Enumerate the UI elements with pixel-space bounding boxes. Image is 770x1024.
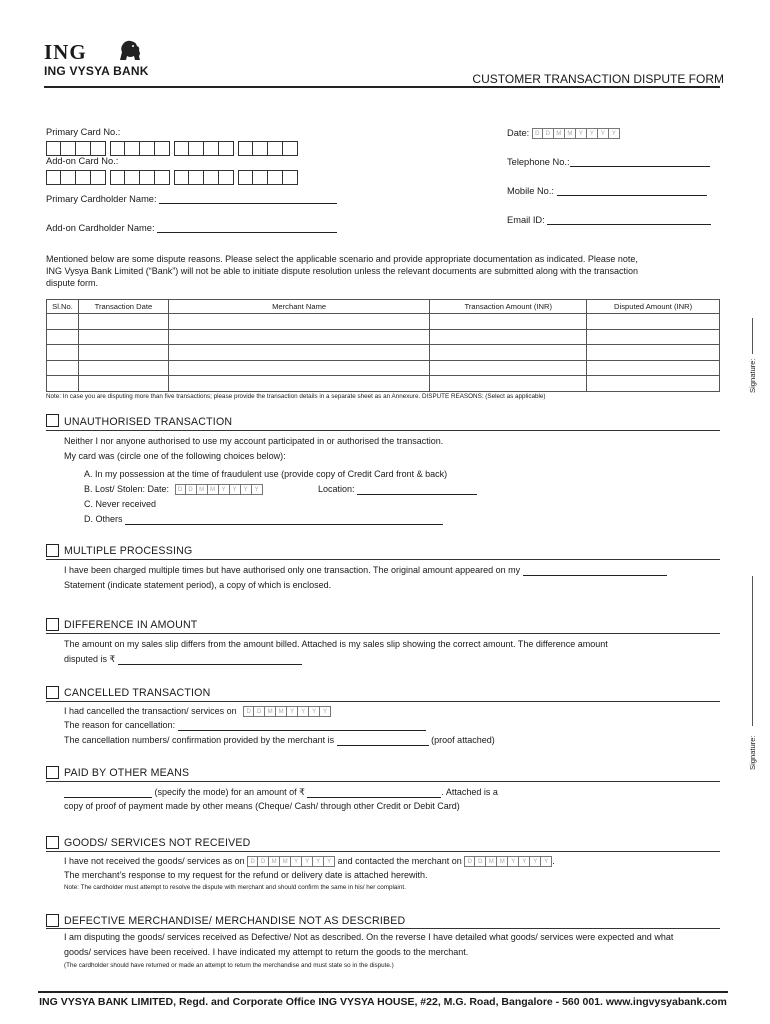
signature-label-top: Signature: bbox=[748, 358, 757, 393]
table-row[interactable] bbox=[47, 329, 720, 345]
lion-logo-icon bbox=[116, 38, 142, 62]
col-sl-no: Sl.No. bbox=[47, 300, 79, 314]
primary-card-number-boxes[interactable] bbox=[46, 141, 302, 156]
other-means-line1: (specify the mode) for an amount of ₹ . Attached is a bbox=[64, 786, 498, 798]
table-row[interactable] bbox=[47, 345, 720, 361]
date-field[interactable] bbox=[507, 128, 620, 139]
addon-holder-label: Add-on Cardholder Name: bbox=[46, 223, 155, 233]
email-label: Email ID: bbox=[507, 215, 545, 225]
defective-note: (The cardholder should have returned or made an attempt to return the merchandise and must state so in the dispute.) bbox=[64, 962, 394, 969]
form-title: CUSTOMER TRANSACTION DISPUTE FORM bbox=[472, 72, 724, 86]
intro-paragraph: Mentioned below are some dispute reasons. Please select the applicable scenario and provide appropriate documentation as indicated. Please note, ING Vysya Bank Limited (“Bank”) will not be able to initiate dispute resolution unless the relevant documents are submitted along with the transaction dispute form. bbox=[46, 254, 638, 288]
location-field[interactable] bbox=[318, 483, 477, 495]
addon-card-label: Add-on Card No.: bbox=[46, 156, 119, 166]
option-b[interactable] bbox=[84, 483, 263, 495]
cancelled-divider bbox=[46, 701, 720, 702]
not-received-checkbox[interactable] bbox=[46, 836, 59, 849]
unauthorised-line1: Neither I nor anyone authorised to use my account participated in or authorised the transaction. bbox=[64, 436, 444, 446]
telephone-field[interactable] bbox=[507, 157, 710, 167]
cancelled-checkbox[interactable] bbox=[46, 686, 59, 699]
lost-date-boxes[interactable]: D D M M Y Y Y Y bbox=[175, 484, 263, 495]
unauthorised-line2: My card was (circle one of the following choices below): bbox=[64, 451, 286, 461]
multiple-processing-checkbox[interactable] bbox=[46, 544, 59, 557]
other-means-line2: copy of proof of payment made by other means (Cheque/ Cash/ through other Credit or Debit Card) bbox=[64, 801, 460, 811]
difference-divider bbox=[46, 633, 720, 634]
primary-holder-label: Primary Cardholder Name: bbox=[46, 194, 157, 204]
table-row[interactable] bbox=[47, 314, 720, 330]
difference-checkbox[interactable] bbox=[46, 618, 59, 631]
signature-label-bottom: Signature: bbox=[748, 735, 757, 770]
option-c[interactable]: C. Never received bbox=[84, 499, 157, 509]
table-header-row bbox=[47, 300, 720, 314]
goods-date-boxes[interactable]: D D M M Y Y Y Y bbox=[247, 856, 335, 867]
bank-name: ING VYSYA BANK bbox=[44, 64, 149, 78]
not-received-note: Note: The cardholder must attempt to resolve the dispute with merchant and should confirm the same in his/ her complaint. bbox=[64, 884, 406, 891]
defective-checkbox[interactable] bbox=[46, 914, 59, 927]
multiple-divider bbox=[46, 559, 720, 560]
email-field[interactable] bbox=[507, 215, 711, 225]
difference-title: DIFFERENCE IN AMOUNT bbox=[64, 619, 198, 631]
addon-card-number-boxes[interactable] bbox=[46, 170, 302, 185]
telephone-label: Telephone No.: bbox=[507, 157, 570, 167]
col-merchant-name: Merchant Name bbox=[168, 300, 430, 314]
cancelled-line1: I had cancelled the transaction/ services on D D M M Y Y Y Y bbox=[64, 705, 331, 717]
other-means-checkbox[interactable] bbox=[46, 766, 59, 779]
option-b-label: B. Lost/ Stolen: Date: bbox=[84, 484, 170, 494]
statement-input[interactable] bbox=[523, 566, 667, 576]
defective-line1: I am disputing the goods/ services received as Defective/ Not as described. On the reverse I have detailed what goods/ services were expected and what bbox=[64, 932, 674, 942]
col-transaction-date: Transaction Date bbox=[78, 300, 168, 314]
date-boxes[interactable]: D D M M Y Y Y Y bbox=[532, 128, 620, 139]
bank-logo-text: ING bbox=[44, 40, 87, 64]
unauthorised-checkbox[interactable] bbox=[46, 414, 59, 427]
cancelled-line3: The cancellation numbers/ confirmation provided by the merchant is (proof attached) bbox=[64, 735, 495, 745]
primary-card-label: Primary Card No.: bbox=[46, 127, 121, 137]
col-transaction-amount: Transaction Amount (INR) bbox=[430, 300, 587, 314]
signature-line-top[interactable] bbox=[752, 318, 753, 354]
option-d-label: D. Others bbox=[84, 514, 123, 524]
footer-address: ING VYSYA BANK LIMITED, Regd. and Corporate Office ING VYSYA HOUSE, #22, M.G. Road, Bangalore - 560 001. www.ingvysyabank.com bbox=[39, 996, 727, 1008]
col-disputed-amount: Disputed Amount (INR) bbox=[587, 300, 720, 314]
multiple-processing-title: MULTIPLE PROCESSING bbox=[64, 545, 193, 557]
other-means-title: PAID BY OTHER MEANS bbox=[64, 767, 190, 779]
option-d[interactable] bbox=[84, 513, 443, 525]
defective-line2: goods/ services have been received. I have indicated my attempt to return the goods to the merchant. bbox=[64, 947, 469, 957]
option-a[interactable]: A. In my possession at the time of fraudulent use (provide copy of Credit Card front & back) bbox=[84, 469, 448, 479]
payment-amount-input[interactable] bbox=[307, 788, 441, 798]
table-row[interactable] bbox=[47, 360, 720, 376]
cancelled-title: CANCELLED TRANSACTION bbox=[64, 687, 211, 699]
defective-title: DEFECTIVE MERCHANDISE/ MERCHANDISE NOT AS DESCRIBED bbox=[64, 915, 406, 927]
mobile-field[interactable] bbox=[507, 186, 707, 196]
primary-holder-field[interactable] bbox=[46, 194, 337, 204]
footer-divider bbox=[38, 991, 728, 993]
difference-amount-input[interactable] bbox=[118, 655, 302, 665]
merchant-contact-date-boxes[interactable]: D D M M Y Y Y Y bbox=[464, 856, 552, 867]
payment-mode-input[interactable] bbox=[64, 788, 152, 798]
difference-line1: The amount on my sales slip differs from the amount billed. Attached is my sales slip showing the correct amount. The difference amount bbox=[64, 639, 608, 649]
multiple-line2: Statement (indicate statement period), a copy of which is enclosed. bbox=[64, 580, 332, 590]
table-row[interactable] bbox=[47, 376, 720, 392]
unauthorised-title: UNAUTHORISED TRANSACTION bbox=[64, 416, 233, 428]
signature-line-bottom[interactable] bbox=[752, 576, 753, 726]
location-label: Location: bbox=[318, 484, 355, 494]
addon-holder-field[interactable] bbox=[46, 223, 337, 233]
header-divider bbox=[44, 86, 720, 88]
other-means-divider bbox=[46, 781, 720, 782]
multiple-line1: I have been charged multiple times but have authorised only one transaction. The original amount appeared on my bbox=[64, 564, 667, 576]
confirmation-number-input[interactable] bbox=[337, 736, 429, 746]
mobile-label: Mobile No.: bbox=[507, 186, 555, 196]
defective-divider bbox=[46, 928, 720, 929]
table-note: Note: In case you are disputing more than five transactions; please provide the transaction details in a separate sheet as an Annexure. DISPUTE REASONS: (Select as applicable) bbox=[46, 393, 546, 400]
not-received-title: GOODS/ SERVICES NOT RECEIVED bbox=[64, 837, 251, 849]
cancelled-line2: The reason for cancellation: bbox=[64, 719, 426, 731]
not-received-line2: The merchant’s response to my request for the refund or delivery date is attached herewith. bbox=[64, 870, 428, 880]
transaction-table bbox=[46, 299, 720, 392]
unauthorised-divider bbox=[46, 430, 720, 431]
cancellation-reason-input[interactable] bbox=[178, 721, 426, 731]
not-received-line1: I have not received the goods/ services as on D D M M Y Y Y Y and contacted the merchant on D D M M Y Y Y Y . bbox=[64, 856, 555, 866]
difference-line2: disputed is ₹ bbox=[64, 653, 302, 665]
date-label: Date: bbox=[507, 128, 530, 138]
cancelled-date-boxes[interactable]: D D M M Y Y Y Y bbox=[243, 706, 331, 717]
not-received-divider bbox=[46, 851, 720, 852]
